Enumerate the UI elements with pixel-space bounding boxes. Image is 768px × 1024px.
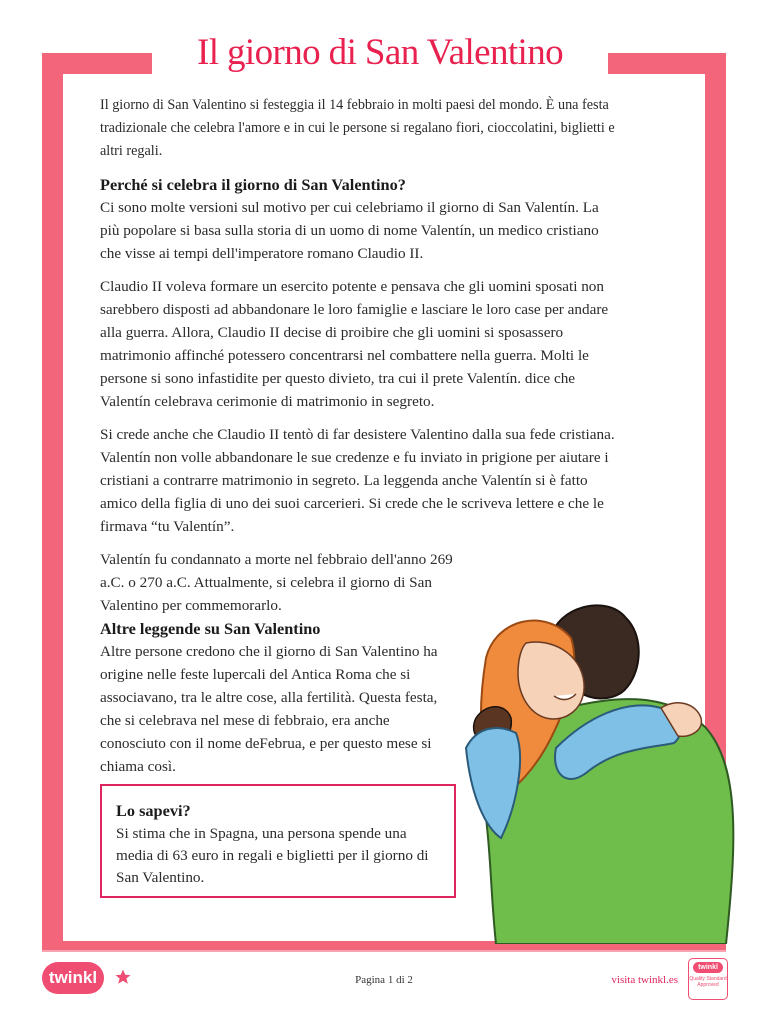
- couple-hugging-illustration: [456, 598, 746, 944]
- badge-logo-text: twinkl: [693, 962, 723, 973]
- section1-paragraph-2: Claudio II voleva formare un esercito potente e pensava che gli uomini sposati non sarebbero disposti ad abbandonare le loro famiglie e lasciare le loro case per andare alla guerra. Allora, Claudio II decise di proibire che gli uomini si sposassero matrimonio affinché potessero concentrarsi nel combattere nella guerra. Molti le persone si sono infastidite per questo divieto, tra cui il prete Valentín. dice che Valentín celebrava cerimonie di matrimonio in segreto.: [100, 278, 609, 410]
- section1-heading: Perché si celebra il giorno di San Valentino?: [100, 175, 406, 194]
- quality-badge-icon: [688, 958, 728, 1000]
- section2: [100, 617, 450, 778]
- section2-paragraph: Altre persone credono che il giorno di San Valentino ha origine nelle feste lupercali del Antica Roma che si associavano, tra le altre cose, alla fertilità. Questa festa, che si celebrava nel mese di febbraio, era anche conosciuto con il nome deFebrua, e per questo mese si chiama così.: [100, 643, 438, 775]
- intro-paragraph: Il giorno di San Valentino si festeggia il 14 febbraio in molti paesi del mondo. È una festa tradizionale che celebra l'amore e in cui le persone si regalano fiori, cioccolatini, biglietti e altri regali.: [100, 97, 615, 159]
- fact-box-text: Si stima che in Spagna, una persona spende una media di 63 euro in regali e biglietti per il giorno di San Valentino.: [116, 825, 429, 886]
- section1-paragraph-3: Si crede anche che Claudio II tentò di far desistere Valentino dalla sua fede cristiana. Valentín non volle abbandonare le sue credenze e fu inviato in prigione per aiutare i cristiani a contrarre matrimonio in segreto. La leggenda anche Valentín si è fatto amico della figlia di uno dei suoi carcerieri. Si crede che le scriveva lettere e che le firmava “tu Valentín”.: [100, 426, 615, 535]
- footer-divider: [42, 950, 726, 952]
- star-icon: [114, 968, 132, 986]
- section2-heading: Altre leggende su San Valentino: [100, 619, 321, 638]
- fact-box-heading: Lo sapevi?: [116, 801, 191, 820]
- badge-caption: Quality Standard Approved: [689, 976, 727, 988]
- section1-paragraph-4: Valentín fu condannato a morte nel febbraio dell'anno 269 a.C. o 270 a.C. Attualmente, si celebra il giorno di San Valentino per commemorarlo.: [100, 551, 453, 614]
- main-text: [100, 94, 620, 627]
- page-number: Pagina 1 di 2: [355, 974, 413, 986]
- fact-box: [100, 784, 456, 898]
- section1-paragraph-1: Ci sono molte versioni sul motivo per cui celebriamo il giorno di San Valentín. La più popolare si basa sulla storia di un uomo di nome Valentín, un medico cristiano che visse ai tempi dell'imperatore romano Claudio II.: [100, 199, 599, 262]
- twinkl-logo: twinkl: [42, 962, 104, 994]
- page-title: Il giorno di San Valentino: [196, 32, 564, 73]
- visit-link[interactable]: visita twinkl.es: [611, 974, 678, 986]
